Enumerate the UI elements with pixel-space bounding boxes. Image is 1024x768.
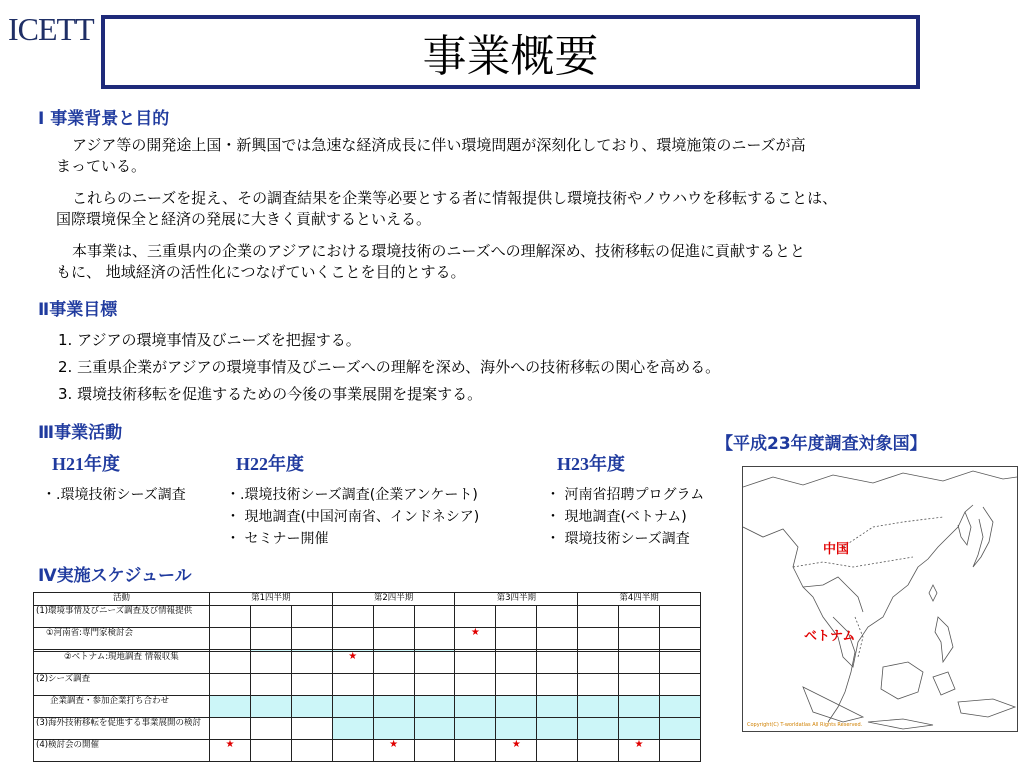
fy-h22-activity: ・ セミナー開催 [226, 531, 329, 547]
schedule-cell [496, 718, 537, 740]
section-1-p3-line-2: もに、 地域経済の活性化につなげていくことを目的とする。 [56, 263, 466, 281]
section-3-heading: Ⅲ事業活動 [38, 423, 123, 443]
schedule-cell [373, 606, 414, 628]
section-1-p2-line-1: これらのニーズを捉え、その調査結果を企業等必要とする者に情報提供し環境技術やノウハウを移転することは、 [72, 189, 838, 207]
schedule-cell [332, 606, 373, 628]
schedule-cell [619, 696, 660, 718]
schedule-cell [619, 652, 660, 674]
milestone-star: ★ [332, 652, 373, 674]
schedule-header-q3: 第3四半期 [455, 593, 578, 606]
section-1-p3-line-1: 本事業は、三重県内の企業のアジアにおける環境技術のニーズへの理解深め、技術移転の促進に貢献するとと [72, 242, 806, 260]
schedule-cell [496, 606, 537, 628]
schedule-cell [373, 718, 414, 740]
schedule-cell [578, 696, 619, 718]
goal-item-2: 2. 三重県企業がアジアの環境事情及びニーズへの理解を深め、海外への技術移転の関心を高める。 [58, 358, 721, 376]
schedule-cell [537, 606, 578, 628]
schedule-cell [659, 718, 700, 740]
goal-list [58, 327, 720, 408]
schedule-cell [455, 696, 496, 718]
schedule-cell [332, 696, 373, 718]
schedule-cell [250, 740, 291, 762]
schedule-cell [578, 674, 619, 696]
goal-item-1: 1. アジアの環境事情及びニーズを把握する。 [58, 331, 361, 349]
schedule-header-q4: 第4四半期 [578, 593, 701, 606]
schedule-row [34, 652, 701, 674]
schedule-row [34, 674, 701, 696]
schedule-cell [291, 718, 332, 740]
schedule-cell [414, 696, 455, 718]
schedule-cell [210, 674, 251, 696]
schedule-cell [659, 606, 700, 628]
schedule-cell [373, 652, 414, 674]
fy-h23-activity: ・ 現地調査(ベトナム) [546, 509, 687, 525]
schedule-cell [250, 718, 291, 740]
schedule-activity-label: (3)海外技術移転を促進する事業展開の検討 [34, 718, 210, 740]
map-label-china: 中国 [823, 542, 850, 557]
schedule-cell [373, 674, 414, 696]
schedule-cell [537, 674, 578, 696]
schedule-cell [659, 696, 700, 718]
schedule-cell [659, 652, 700, 674]
schedule-cell [578, 606, 619, 628]
map-title: 【平成23年度調査対象国】 [716, 434, 927, 454]
schedule-cell [250, 674, 291, 696]
schedule-cell [537, 652, 578, 674]
milestone-star: ★ [210, 740, 251, 762]
schedule-cell [537, 718, 578, 740]
section-1-paragraph-1 [56, 135, 1006, 177]
fy-h22-activity: ・.環境技術シーズ調査(企業アンケート) [226, 487, 478, 503]
page-title-box [101, 15, 920, 89]
schedule-cell [414, 628, 455, 650]
schedule-cell [619, 628, 660, 650]
schedule-cell [250, 606, 291, 628]
schedule-cell [659, 740, 700, 762]
fy-h21-activities [42, 484, 186, 507]
schedule-cell [578, 740, 619, 762]
schedule-cell [210, 628, 251, 650]
fy-h22-activities [226, 484, 479, 550]
schedule-cell [291, 628, 332, 650]
schedule-cell [455, 718, 496, 740]
schedule-cell [291, 674, 332, 696]
schedule-cell [619, 674, 660, 696]
schedule-cell [210, 696, 251, 718]
schedule-cell [659, 674, 700, 696]
section-1-p2-line-2: 国際環境保全と経済の発展に大きく貢献するといえる。 [56, 210, 432, 228]
schedule-row [34, 718, 701, 740]
schedule-row [34, 696, 701, 718]
schedule-cell [291, 652, 332, 674]
schedule-cell [332, 740, 373, 762]
section-1-paragraph-3 [56, 241, 1006, 283]
schedule-cell [496, 674, 537, 696]
schedule-cell [619, 718, 660, 740]
schedule-cell [332, 628, 373, 650]
section-1-heading: Ⅰ 事業背景と目的 [38, 109, 170, 129]
schedule-table [33, 592, 701, 762]
schedule-cell [332, 674, 373, 696]
schedule-cell [250, 696, 291, 718]
schedule-cell [537, 696, 578, 718]
fy-h23-activities [546, 484, 704, 550]
schedule-cell [537, 740, 578, 762]
schedule-cell [250, 628, 291, 650]
schedule-activity-label: 企業調査・参加企業打ち合わせ [34, 696, 210, 718]
milestone-star: ★ [455, 628, 496, 650]
section-4-heading: Ⅳ実施スケジュール [38, 566, 192, 586]
schedule-cell [291, 606, 332, 628]
schedule-cell [455, 606, 496, 628]
schedule-cell [414, 674, 455, 696]
page-title: 事業概要 [422, 31, 599, 82]
schedule-cell [578, 718, 619, 740]
schedule-cell [455, 740, 496, 762]
schedule-header-row [34, 593, 701, 606]
fy-h23-activity: ・ 河南省招聘プログラム [546, 487, 705, 503]
schedule-cell [537, 628, 578, 650]
asia-map-outline [743, 467, 1017, 731]
schedule-header-activity: 活動 [34, 593, 210, 606]
schedule-row [34, 740, 701, 762]
schedule-activity-label: (4)検討会の開催 [34, 740, 210, 762]
schedule-activity-label: (2)シーズ調査 [34, 674, 210, 696]
schedule-activity-label: ①河南省:専門家検討会 [34, 628, 210, 650]
schedule-cell [414, 718, 455, 740]
milestone-star: ★ [619, 740, 660, 762]
section-2-heading: Ⅱ事業目標 [38, 300, 118, 320]
schedule-cell [619, 606, 660, 628]
schedule-cell [291, 696, 332, 718]
map-copyright: Copyright(C) T-worldatlas All Rights Reserved. [747, 722, 863, 728]
schedule-cell [210, 718, 251, 740]
map-label-vietnam: ベトナム [804, 629, 856, 644]
schedule-activity-label: ②ベトナム:現地調査 情報収集 [34, 652, 210, 674]
section-1-paragraph-2 [56, 188, 1006, 230]
schedule-cell [373, 628, 414, 650]
goal-item-3: 3. 環境技術移転を促進するための今後の事業展開を提案する。 [58, 385, 483, 403]
section-1-p1-line-2: まっている。 [56, 157, 147, 175]
schedule-cell [210, 652, 251, 674]
fy-h22-activity: ・ 現地調査(中国河南省、インドネシア) [226, 509, 480, 525]
schedule-cell [210, 606, 251, 628]
icett-logo: ICETT [8, 11, 94, 47]
schedule-header-q1: 第1四半期 [210, 593, 333, 606]
schedule-cell [373, 696, 414, 718]
milestone-star: ★ [373, 740, 414, 762]
fy-h23-activity: ・ 環境技術シーズ調査 [546, 531, 690, 547]
schedule-cell [496, 628, 537, 650]
milestone-star: ★ [496, 740, 537, 762]
asia-map [742, 466, 1018, 732]
schedule-cell [332, 718, 373, 740]
schedule-cell [414, 652, 455, 674]
schedule-cell [414, 740, 455, 762]
fy-h22-label: H22年度 [236, 454, 305, 474]
fy-h21-activity: ・.環境技術シーズ調査 [42, 487, 186, 503]
schedule-cell [414, 606, 455, 628]
schedule-cell [496, 696, 537, 718]
schedule-cell [578, 652, 619, 674]
section-1-p1-line-1: アジア等の開発途上国・新興国では急速な経済成長に伴い環境問題が深刻化しており、環境施策のニーズが高 [72, 136, 806, 154]
schedule-activity-label: (1)環境事情及びニーズ調査及び情報提供 [34, 606, 210, 628]
schedule-cell [455, 674, 496, 696]
fy-h21-label: H21年度 [52, 454, 121, 474]
schedule-cell [250, 652, 291, 674]
schedule-cell [291, 740, 332, 762]
fy-h23-label: H23年度 [557, 454, 626, 474]
schedule-cell [578, 628, 619, 650]
schedule-cell [496, 652, 537, 674]
schedule-row [34, 628, 701, 650]
schedule-cell [659, 628, 700, 650]
schedule-cell [455, 652, 496, 674]
schedule-header-q2: 第2四半期 [332, 593, 455, 606]
schedule-row [34, 606, 701, 628]
